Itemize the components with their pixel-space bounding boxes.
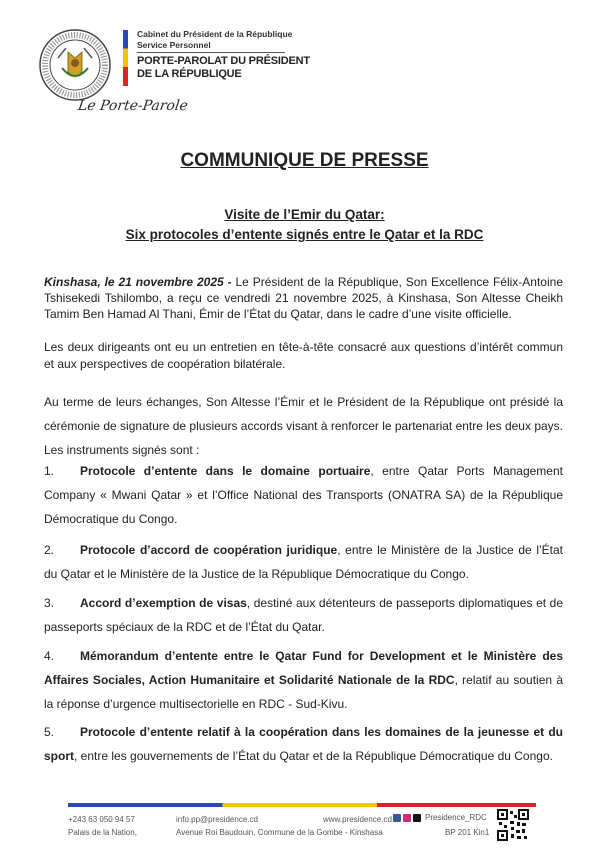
list-item-title: Mémorandum d’entente entre le Qatar Fund for Development et le Ministère des Affaires Sociales, Action Humanitaire et Solidarité Nationale de la RDC xyxy=(44,649,563,687)
list-item-number: 1. xyxy=(44,464,55,478)
flag-color-bar xyxy=(123,30,128,86)
list-item-number: 5. xyxy=(44,725,55,739)
list-item xyxy=(44,591,563,639)
list-item-text: , entre Qatar Ports Management Company « Mwani Qatar » et l’Office National des Transports (ONATRA SA) de la République Démocratique du Congo. xyxy=(44,464,563,526)
paragraph-intro xyxy=(44,274,563,322)
facebook-icon xyxy=(393,814,401,822)
header-divider xyxy=(137,52,285,53)
list-item-text: , destiné aux détenteurs de passeports diplomatiques et de passeports spéciaux de la RDC et de l’État du Qatar. xyxy=(44,596,564,634)
paragraph-intro-text: Le Président de la République, Son Excellence Félix-Antoine Tshisekedi Tshilombo, a reçu ce vendredi 21 novembre 2025, à Kinshasa, Son Altesse Cheikh Tamim Ben Hamad Al Thani, Émir de l’État du Qatar, dans le cadre d’une visite officielle. xyxy=(44,275,563,321)
dateline: Kinshasa, le 21 novembre 2025 - xyxy=(44,275,232,289)
service-label: Service Personnel xyxy=(137,40,211,50)
list-item-number: 3. xyxy=(44,596,55,610)
footer-website: www.presidence.cd xyxy=(323,815,392,824)
page-title: COMMUNIQUE DE PRESSE xyxy=(180,150,429,171)
cabinet-label: Cabinet du Président de la République xyxy=(137,29,293,39)
subtitle-line2: Six protocoles d’entente signés entre le Qatar et la RDC xyxy=(125,227,484,242)
list-item xyxy=(44,459,563,531)
list-item xyxy=(44,644,563,716)
footer-color-bar xyxy=(68,803,536,807)
office-title-line1: PORTE-PAROLAT DU PRÉSIDENT xyxy=(137,55,310,67)
list-item-title: Accord d’exemption de visas xyxy=(80,596,247,610)
footer-email: info.pp@presidence.cd xyxy=(176,815,258,824)
footer-social-handle: Presidence_RDC xyxy=(425,813,487,822)
list-item xyxy=(44,720,563,768)
signature: Le Porte-Parole xyxy=(76,98,189,114)
x-icon xyxy=(413,814,421,822)
footer-phone: +243 63 050 94 57 xyxy=(68,815,135,824)
list-item-text: , relatif au soutien à la réponse d’urgence multisectorielle en RDC - Sud-Kivu. xyxy=(44,673,563,711)
list-item-title: Protocole d’entente relatif à la coopération dans les domaines de la jeunesse et du sport xyxy=(44,725,563,763)
presidential-seal-icon xyxy=(38,28,112,102)
list-item-number: 2. xyxy=(44,543,55,557)
footer-address-line1: Palais de la Nation, xyxy=(68,828,137,837)
paragraph-ceremony: Au terme de leurs échanges, Son Altesse l’Émir et le Président de la République ont présidé la cérémonie de signature de plusieurs accords visant à renforcer le partenariat entre les deux pays. Les instruments signés sont : xyxy=(44,395,563,457)
footer-social xyxy=(393,813,487,822)
office-title-line2: DE LA RÉPUBLIQUE xyxy=(137,68,242,80)
list-item-text: , entre le Ministère de la Justice de l’État du Qatar et le Ministère de la Justice de la République Démocratique du Congo. xyxy=(44,543,563,581)
footer-address-line2: Avenue Roi Baudouin, Commune de la Gombe - Kinshasa xyxy=(176,828,383,837)
list-item-number: 4. xyxy=(44,649,55,663)
list-item-title: Protocole d’entente dans le domaine portuaire xyxy=(80,464,371,478)
list-item-title: Protocole d’accord de coopération juridique xyxy=(80,543,338,557)
list-item-text: , entre les gouvernements de l’État du Qatar et de la République Démocratique du Congo. xyxy=(74,749,553,763)
qr-code-icon xyxy=(497,809,529,841)
subtitle-line1: Visite de l’Emir du Qatar: xyxy=(224,207,385,222)
instagram-icon xyxy=(403,814,411,822)
paragraph-meeting: Les deux dirigeants ont eu un entretien en tête-à-tête consacré aux questions d’intérêt commun et aux perspectives de coopération bilatérale. xyxy=(44,340,563,371)
footer-po-box: BP 201 Kin1 xyxy=(445,828,490,837)
list-item xyxy=(44,538,563,586)
